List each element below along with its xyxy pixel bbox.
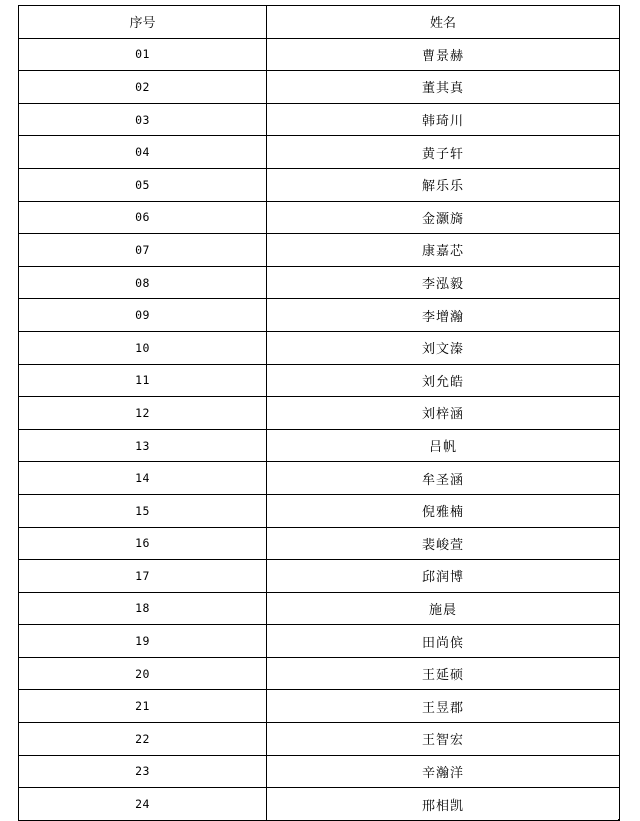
- row-index: 23: [19, 755, 267, 788]
- row-index: 11: [19, 364, 267, 397]
- row-name: 董其真: [267, 71, 620, 104]
- row-index: 08: [19, 266, 267, 299]
- student-name-table-container: [18, 5, 619, 821]
- row-name: 刘梓涵: [267, 397, 620, 430]
- row-name: 黄子轩: [267, 136, 620, 169]
- row-index: 04: [19, 136, 267, 169]
- row-index: 16: [19, 527, 267, 560]
- row-name: 王延硕: [267, 657, 620, 690]
- row-name: 金灏旖: [267, 201, 620, 234]
- row-name: 康嘉芯: [267, 234, 620, 267]
- table-body: [19, 38, 620, 820]
- row-name: 裴峻萱: [267, 527, 620, 560]
- row-index: 05: [19, 168, 267, 201]
- row-index: 03: [19, 103, 267, 136]
- table-row: [19, 690, 620, 723]
- row-index: 15: [19, 494, 267, 527]
- row-name: 王昱郡: [267, 690, 620, 723]
- row-index: 20: [19, 657, 267, 690]
- row-index: 21: [19, 690, 267, 723]
- row-name: 刘文溱: [267, 331, 620, 364]
- table-row: [19, 397, 620, 430]
- table-row: [19, 234, 620, 267]
- row-name: 韩琦川: [267, 103, 620, 136]
- row-index: 07: [19, 234, 267, 267]
- row-index: 06: [19, 201, 267, 234]
- table-row: [19, 625, 620, 658]
- table-row: [19, 299, 620, 332]
- table-row: [19, 788, 620, 821]
- student-name-table: [18, 5, 620, 821]
- table-row: [19, 560, 620, 593]
- table-row: [19, 266, 620, 299]
- row-name: 辛瀚洋: [267, 755, 620, 788]
- row-name: 施晨: [267, 592, 620, 625]
- row-index: 17: [19, 560, 267, 593]
- row-index: 09: [19, 299, 267, 332]
- table-header-row: [19, 6, 620, 39]
- row-name: 李泓毅: [267, 266, 620, 299]
- row-index: 12: [19, 397, 267, 430]
- table-row: [19, 755, 620, 788]
- table-row: [19, 331, 620, 364]
- table-row: [19, 103, 620, 136]
- row-index: 22: [19, 723, 267, 756]
- row-index: 02: [19, 71, 267, 104]
- row-index: 18: [19, 592, 267, 625]
- table-row: [19, 494, 620, 527]
- table-row: [19, 136, 620, 169]
- table-row: [19, 168, 620, 201]
- row-index: 13: [19, 429, 267, 462]
- table-row: [19, 592, 620, 625]
- row-name: 曹景赫: [267, 38, 620, 71]
- row-name: 邢相凯: [267, 788, 620, 821]
- table-row: [19, 38, 620, 71]
- header-index: 序号: [19, 6, 267, 39]
- row-name: 倪雅楠: [267, 494, 620, 527]
- row-name: 解乐乐: [267, 168, 620, 201]
- header-name: 姓名: [267, 6, 620, 39]
- row-name: 李增瀚: [267, 299, 620, 332]
- table-row: [19, 527, 620, 560]
- row-index: 01: [19, 38, 267, 71]
- table-row: [19, 71, 620, 104]
- table-row: [19, 657, 620, 690]
- table-row: [19, 201, 620, 234]
- row-index: 24: [19, 788, 267, 821]
- row-index: 10: [19, 331, 267, 364]
- row-name: 吕帆: [267, 429, 620, 462]
- table-row: [19, 462, 620, 495]
- row-name: 牟圣涵: [267, 462, 620, 495]
- table-row: [19, 723, 620, 756]
- row-name: 刘允皓: [267, 364, 620, 397]
- row-name: 田尚傧: [267, 625, 620, 658]
- row-name: 王智宏: [267, 723, 620, 756]
- row-index: 19: [19, 625, 267, 658]
- row-index: 14: [19, 462, 267, 495]
- table-row: [19, 429, 620, 462]
- table-row: [19, 364, 620, 397]
- row-name: 邱润博: [267, 560, 620, 593]
